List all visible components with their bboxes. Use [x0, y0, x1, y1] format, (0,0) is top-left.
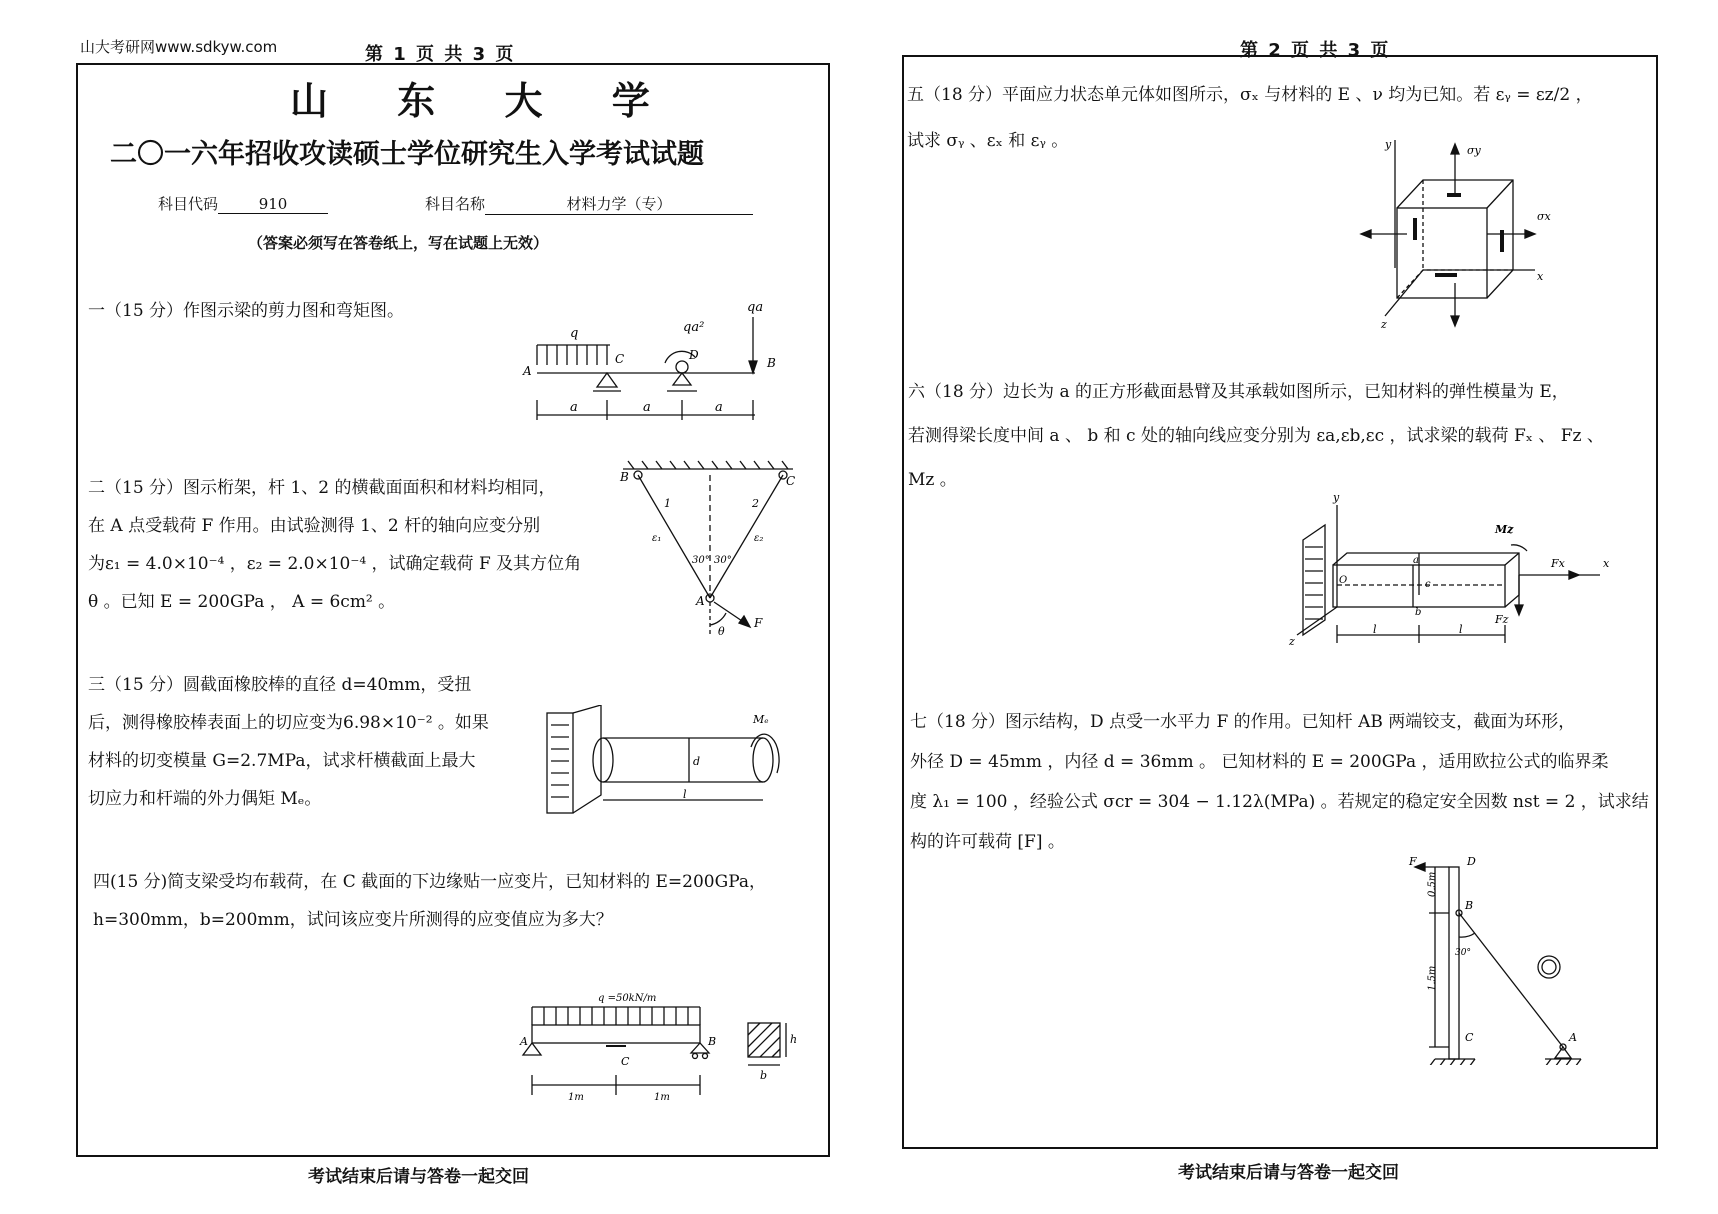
question-3-line-2: 后，测得橡胶棒表面上的切应变为6.98×10⁻² 。如果: [88, 713, 489, 733]
question-7-line-4: 构的许可载荷 [F] 。: [910, 832, 1065, 852]
question-3-line-3: 材料的切变模量 G=2.7MPa，试求杆横截面上最大: [88, 751, 476, 771]
strain-2-label: ε₂: [754, 533, 764, 544]
subject-name: 材料力学（专）: [485, 193, 753, 215]
length-1m-b-label: 1m: [654, 1092, 670, 1103]
question-4-line-2: h=300mm，b=200mm，试问该应变片所测得的应变值应为多大？: [93, 910, 613, 930]
bar-1-label: 1: [664, 497, 671, 510]
column-a-label: A: [1569, 1031, 1577, 1044]
section-c-label: C: [621, 1055, 630, 1068]
column-figure: [1405, 855, 1605, 1065]
span-a1-label: a: [570, 400, 578, 415]
angle-1-label: 30°: [692, 555, 710, 566]
cantilever-figure: [1275, 485, 1615, 650]
subject-code-row: [158, 193, 328, 214]
column-force-f-label: F: [1409, 855, 1417, 868]
point-load-label: qa: [747, 300, 764, 315]
question-1: 一（15 分）作图示梁的剪力图和弯矩图。: [88, 301, 405, 321]
fz-label: Fz: [1495, 613, 1509, 626]
question-7-line-2: 外径 D = 45mm ，内径 d = 36mm 。 已知材料的 E = 200GPa ，适用欧拉公式的临界柔: [910, 752, 1609, 772]
column-angle-label: 30°: [1455, 948, 1471, 958]
question-2: [88, 469, 581, 621]
sigma-x-label: σx: [1537, 210, 1551, 223]
subject-name-label: 科目名称: [425, 195, 486, 213]
moment-label: qa²: [683, 320, 705, 335]
height-h-label: h: [790, 1033, 798, 1046]
bar-2-label: 2: [752, 497, 759, 510]
length-1m-a-label: 1m: [568, 1092, 584, 1103]
truss-b-label: B: [620, 470, 629, 484]
page-number-1: 第 1 页 共 3 页: [365, 44, 516, 65]
point-a-label: A: [523, 364, 532, 378]
point-a-gauge-label: a: [1413, 555, 1419, 566]
axis-y-label: y: [1385, 138, 1392, 151]
support-b-label: B: [708, 1035, 717, 1048]
column-d-label: D: [1467, 855, 1476, 868]
truss-c-label: C: [786, 474, 796, 488]
sigma-y-label: σy: [1467, 144, 1481, 157]
question-3: [88, 666, 489, 818]
site-url: 山大考研网www.sdkyw.com: [80, 38, 278, 56]
instruction: （答案必须写在答卷纸上，写在试题上无效）: [248, 234, 549, 252]
dim-0-5m-label: 0.5m: [1427, 871, 1438, 897]
question-5-line-2: 试求 σᵧ 、εₓ 和 εᵧ 。: [907, 131, 1069, 151]
mz-label: Mz: [1495, 523, 1514, 536]
subject-code: 910: [218, 195, 328, 214]
axis-z-label: z: [1381, 318, 1387, 331]
truss-a-label: A: [696, 594, 705, 608]
span-a3-label: a: [715, 400, 723, 415]
column-c-label: C: [1465, 1031, 1474, 1044]
point-d-label: D: [689, 348, 699, 362]
beam-figure-1: [515, 295, 795, 430]
question-6-line-1: 六（18 分）边长为 a 的正方形截面悬臂及其承载如图所示，已知材料的弹性模量为 E，: [908, 382, 1569, 402]
support-a-label: A: [520, 1035, 528, 1048]
simple-beam-figure: [518, 985, 818, 1115]
stress-cube-figure: [1355, 138, 1555, 333]
question-6-line-3: Mz 。: [908, 470, 957, 490]
question-3-line-4: 切应力和杆端的外力偶矩 Mₑ。: [88, 789, 322, 809]
footer-page-2: 考试结束后请与答卷一起交回: [1178, 1163, 1399, 1183]
question-2-line-2: 在 A 点受载荷 F 作用。由试验测得 1、2 杆的轴向应变分别: [88, 516, 541, 536]
question-5-line-1: 五（18 分）平面应力状态单元体如图所示，σₓ 与材料的 E 、ν 均为已知。若 εᵧ = εz/2 ，: [907, 85, 1593, 105]
question-4: [93, 863, 766, 939]
subject-name-row: [425, 193, 753, 215]
span-a2-label: a: [643, 400, 651, 415]
shaft-figure: [543, 705, 793, 820]
axis-z-label-2: z: [1289, 635, 1295, 648]
angle-2-label: 30°: [714, 555, 732, 566]
question-4-line-1: 四(15 分)简支梁受均布载荷，在 C 截面的下边缘贴一应变片，已知材料的 E=200GPa，: [93, 872, 767, 892]
distributed-load-label: q =50kN/m: [598, 993, 657, 1004]
dim-1-5m-label: 1.5m: [1427, 965, 1438, 991]
question-7-line-1: 七（18 分）图示结构，D 点受一水平力 F 的作用。已知杆 AB 两端铰支，截面为环形，: [910, 712, 1576, 732]
length-l2-label: l: [1459, 623, 1463, 636]
diameter-d-label: d: [693, 755, 701, 768]
question-2-line-4: θ 。已知 E = 200GPa ， A = 6cm² 。: [88, 592, 396, 612]
point-c-gauge-label: c: [1425, 579, 1431, 590]
question-7: [910, 702, 1649, 862]
exam-title: 二〇一六年招收攻读硕士学位研究生入学考试试题: [110, 139, 704, 170]
truss-figure: [618, 455, 798, 650]
width-b-label: b: [760, 1069, 768, 1082]
question-3-line-1: 三（15 分）圆截面橡胶棒的直径 d=40mm，受扭: [88, 675, 472, 695]
question-2-line-3: 为ε₁ = 4.0×10⁻⁴ ，ε₂ = 2.0×10⁻⁴ ，试确定载荷 F 及其方位角: [88, 554, 582, 574]
question-2-line-1: 二（15 分）图示桁架，杆 1、2 的横截面面积和材料均相同，: [88, 478, 556, 498]
length-l1-label: l: [1373, 623, 1377, 636]
question-6: [908, 370, 1604, 502]
point-b-label: B: [767, 356, 776, 370]
footer-page-1: 考试结束后请与答卷一起交回: [308, 1167, 529, 1187]
page-number-2: 第 2 页 共 3 页: [1240, 40, 1391, 61]
fx-label: Fx: [1551, 557, 1565, 570]
origin-o-label: O: [1339, 575, 1348, 586]
strain-1-label: ε₁: [652, 533, 662, 544]
force-f-label: F: [754, 616, 763, 630]
length-l-label: l: [683, 788, 687, 801]
point-b-gauge-label: b: [1415, 607, 1422, 618]
column-b-label: B: [1465, 899, 1474, 912]
point-c-label: C: [615, 352, 625, 366]
question-6-line-2: 若测得梁长度中间 a 、 b 和 c 处的轴向线应变分别为 εa,εb,εc ，试求梁的载荷 Fₓ 、 Fz 、: [908, 426, 1604, 446]
axis-x-label: x: [1537, 270, 1544, 283]
theta-label: θ: [718, 625, 725, 638]
subject-code-label: 科目代码: [158, 195, 219, 213]
axis-x-label-2: x: [1603, 557, 1610, 570]
axis-y-label-2: y: [1333, 491, 1340, 504]
torque-me-label: Mₑ: [753, 713, 769, 726]
university-title: 山 东 大 学: [290, 78, 678, 123]
question-7-line-3: 度 λ₁ = 100 ，经验公式 σcr = 304 − 1.12λ(MPa) 。若规定的稳定安全因数 nst = 2 ，试求结: [910, 792, 1649, 812]
load-q-label: q: [570, 326, 579, 341]
